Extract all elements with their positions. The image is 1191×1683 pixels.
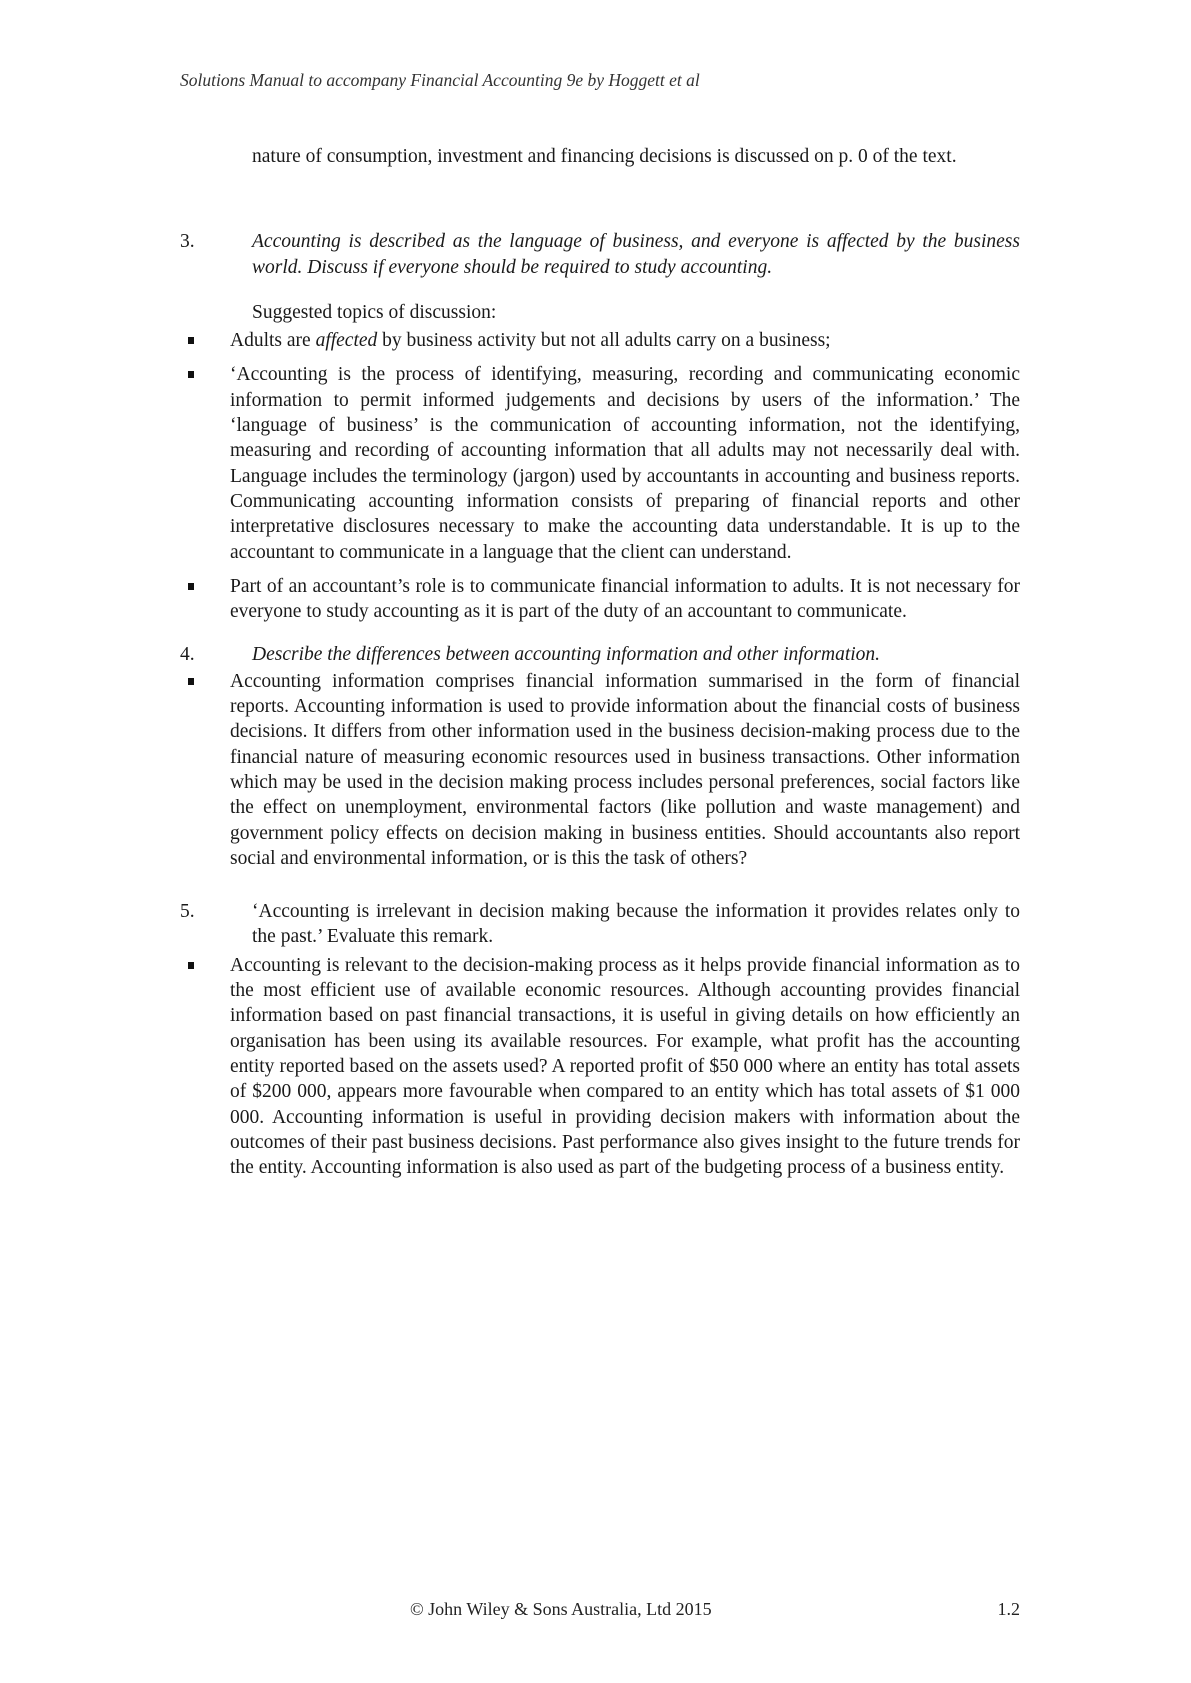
page-content — [180, 144, 1020, 1180]
question-4 — [180, 642, 1020, 667]
bullet-text: Accounting is relevant to the decision-making process as it helps provide financial information as to the most efficient use of available economic resources. Although accounting provides financial information based on past financial transactions, it is useful in giving details on how efficiently an organisation has been using its available resources. For example, what profit has the accounting entity reported based on the assets used? A reported profit of $50 000 where an entity has total assets of $200 000, appears more favourable when compared to an entity which has total assets of $1 000 000. Accounting information is useful in providing decision makers with information about the outcomes of their past business decisions. Past performance also gives insight to the future trends for the entity. Accounting information is also used as part of the budgeting process of a business entity. — [230, 954, 1020, 1179]
continuation-text: nature of consumption, investment and financing decisions is discussed on p. 0 of the text. — [252, 146, 957, 167]
discussion-intro — [180, 300, 1020, 325]
continuation-paragraph — [180, 144, 1020, 169]
question-text: ‘Accounting is irrelevant in decision making because the information it provides relates only to the past.’ Evaluate this remark. — [252, 901, 1020, 948]
footer-copyright: © John Wiley & Sons Australia, Ltd 2015 — [410, 1599, 712, 1619]
bullet-emphasis: affected — [315, 330, 378, 352]
question-3 — [180, 229, 1020, 280]
bullet-square-icon — [188, 678, 194, 685]
bullet-text: ‘Accounting is the process of identifying, measuring, recording and communicating economic information to permit informed judgements and decisions by users of the information.’ The ‘language of business’ is the communication of accounting information, not the identifying, measuring and recording of accounting information that all adults may not necessarily deal with. Language includes the terminology (jargon) used by accountants in accounting and business reports. Communicating accounting information consists of preparing of financial reports and other interpretative disclosures necessary to make the accounting data understandable. It is up to the accountant to communicate in a language that the client can understand. — [230, 364, 1020, 563]
question-text: Describe the differences between accounting information and other information. — [252, 644, 881, 666]
bullet-text: Accounting information comprises financial information summarised in the form of financial reports. Accounting information is used to provide information about the financial costs of business decisions. It differs from other information used in the business decision-making process due to the financial nature of measuring economic resources used in business transactions. Other information which may be used in the decision making process includes personal preferences, social factors like the effect on unemployment, environmental factors (like pollution and waste management) and government policy effects on decision making in business entities. Should accountants also report social and environmental information, or is this the task of others? — [230, 670, 1020, 869]
bullet-item — [180, 953, 1020, 1181]
bullet-text-end: by business activity but not all adults carry on a business; — [377, 330, 831, 352]
bullet-text-start: Adults are — [230, 330, 316, 352]
question-text: Accounting is described as the language of business, and everyone is affected by the business world. Discuss if everyone should be required to study accounting. — [252, 231, 1020, 278]
bullet-item — [180, 328, 1020, 353]
page-number: 1.2 — [997, 1599, 1020, 1619]
bullet-square-icon — [188, 371, 194, 378]
bullet-square-icon — [188, 583, 194, 590]
discussion-intro-text: Suggested topics of discussion: — [252, 301, 497, 323]
bullet-square-icon — [188, 337, 194, 344]
bullet-item — [180, 574, 1020, 625]
bullet-item — [180, 669, 1020, 871]
question-number: 5. — [180, 901, 195, 923]
running-header: Solutions Manual to accompany Financial Accounting 9e by Hoggett et al — [180, 70, 700, 90]
question-5 — [180, 899, 1020, 950]
question-number: 3. — [180, 231, 195, 253]
question-number: 4. — [180, 644, 195, 666]
bullet-text: Part of an accountant’s role is to communicate financial information to adults. It is not necessary for everyone to study accounting as it is part of the duty of an accountant to communicate. — [230, 575, 1020, 623]
bullet-square-icon — [188, 962, 194, 969]
bullet-item — [180, 362, 1020, 564]
